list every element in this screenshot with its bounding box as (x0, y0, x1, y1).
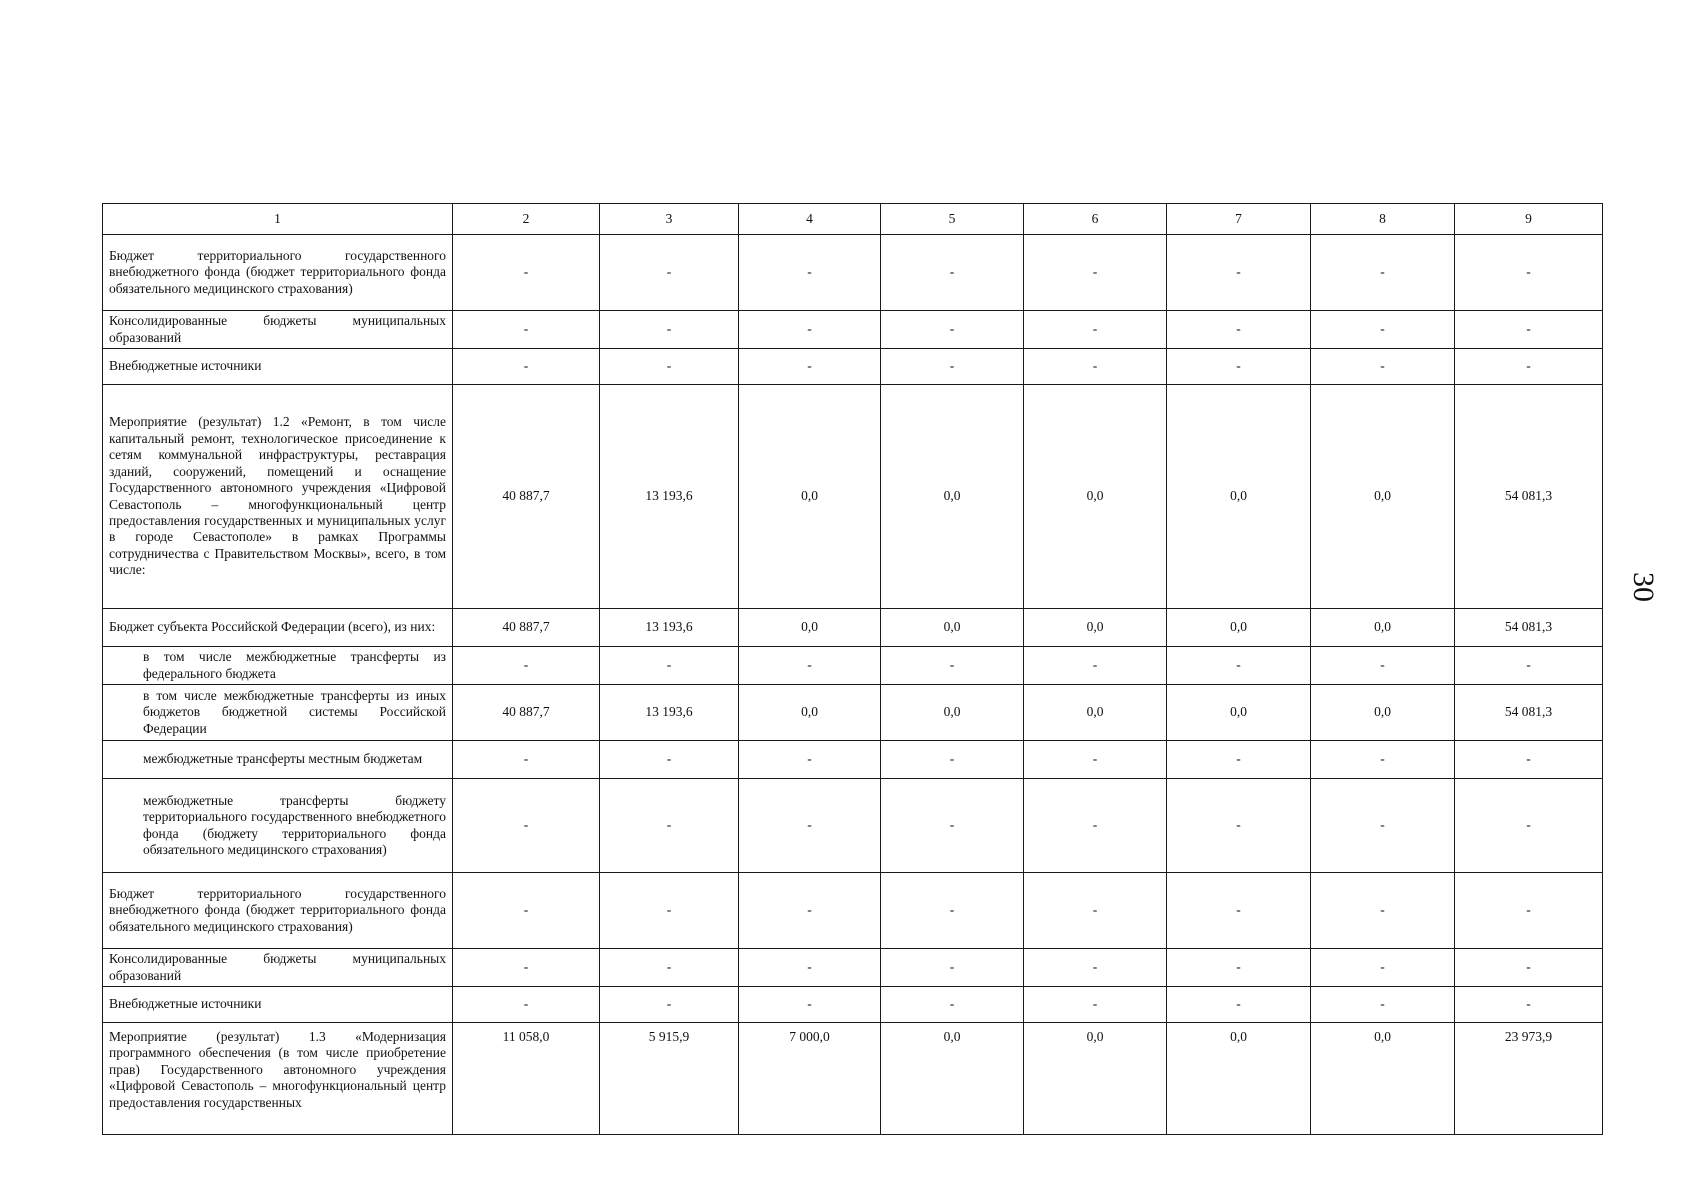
value-cell: - (453, 779, 600, 873)
value-cell: - (1167, 779, 1311, 873)
value-cell: - (600, 873, 739, 949)
value-cell: 13 193,6 (600, 385, 739, 609)
value-cell: - (881, 647, 1024, 685)
value-cell: - (600, 779, 739, 873)
value-cell: 0,0 (1311, 609, 1455, 647)
table-row (103, 873, 1603, 949)
value-cell: - (1024, 235, 1167, 311)
value-cell: - (1167, 311, 1311, 349)
table-row (103, 987, 1603, 1023)
value-cell: - (1311, 349, 1455, 385)
value-cell: - (739, 987, 881, 1023)
value-cell: 0,0 (739, 609, 881, 647)
value-cell: - (600, 949, 739, 987)
value-cell: - (739, 311, 881, 349)
value-cell: - (739, 235, 881, 311)
value-cell: - (1024, 949, 1167, 987)
value-cell: 0,0 (1311, 685, 1455, 741)
value-cell: 11 058,0 (453, 1023, 600, 1135)
header-cell: 2 (453, 204, 600, 235)
value-cell: - (1024, 349, 1167, 385)
value-cell: - (453, 311, 600, 349)
value-cell: - (600, 741, 739, 779)
value-cell: 0,0 (1311, 385, 1455, 609)
table-body (103, 204, 1603, 1135)
value-cell: - (453, 741, 600, 779)
row-label: Внебюджетные источники (103, 349, 453, 385)
row-label: Мероприятие (результат) 1.2 «Ремонт, в том числе капитальный ремонт, технологическое присоединение к сетям коммунальной инфраструктуры, реставрация зданий, сооружений, помещений и оснащение Государственного автономного учреждения «Цифровой Севастополь – многофункциональный центр предоставления государственных и муниципальных услуг в городе Севастополе» в рамках Программы сотрудничества с Правительством Москвы», всего, в том числе: (103, 385, 453, 609)
value-cell: - (600, 311, 739, 349)
value-cell: - (453, 949, 600, 987)
value-cell: - (881, 873, 1024, 949)
value-cell: - (1167, 949, 1311, 987)
value-cell: - (881, 741, 1024, 779)
value-cell: - (1311, 779, 1455, 873)
value-cell: - (453, 647, 600, 685)
value-cell: - (1311, 311, 1455, 349)
value-cell: 54 081,3 (1455, 685, 1603, 741)
table-row (103, 235, 1603, 311)
header-cell: 7 (1167, 204, 1311, 235)
page-number: 30 (1627, 572, 1660, 602)
value-cell: - (453, 235, 600, 311)
header-cell: 3 (600, 204, 739, 235)
value-cell: - (1167, 647, 1311, 685)
value-cell: - (1024, 779, 1167, 873)
value-cell: - (1455, 987, 1603, 1023)
value-cell: 0,0 (739, 685, 881, 741)
value-cell: - (1167, 873, 1311, 949)
value-cell: - (1311, 741, 1455, 779)
value-cell: - (881, 349, 1024, 385)
value-cell: - (1455, 647, 1603, 685)
value-cell: - (1024, 311, 1167, 349)
table-row (103, 349, 1603, 385)
value-cell: - (1024, 873, 1167, 949)
table-row (103, 741, 1603, 779)
row-label: Внебюджетные источники (103, 987, 453, 1023)
value-cell: 0,0 (1167, 385, 1311, 609)
value-cell: - (1311, 987, 1455, 1023)
value-cell: - (453, 987, 600, 1023)
table-row (103, 685, 1603, 741)
value-cell: - (1455, 311, 1603, 349)
table-row (103, 1023, 1603, 1135)
value-cell: - (1311, 235, 1455, 311)
row-label: в том числе межбюджетные трансферты из иных бюджетов бюджетной системы Российской Федерации (103, 685, 453, 741)
value-cell: 0,0 (1024, 385, 1167, 609)
value-cell: 54 081,3 (1455, 385, 1603, 609)
value-cell: - (1167, 349, 1311, 385)
row-label: в том числе межбюджетные трансферты из федерального бюджета (103, 647, 453, 685)
value-cell: - (600, 647, 739, 685)
value-cell: 0,0 (1024, 1023, 1167, 1135)
value-cell: - (739, 647, 881, 685)
table-row (103, 311, 1603, 349)
value-cell: - (1455, 873, 1603, 949)
value-cell: - (1455, 349, 1603, 385)
table-row (103, 609, 1603, 647)
value-cell: 0,0 (1311, 1023, 1455, 1135)
value-cell: - (739, 349, 881, 385)
value-cell: 0,0 (739, 385, 881, 609)
value-cell: - (453, 873, 600, 949)
value-cell: 0,0 (881, 685, 1024, 741)
value-cell: - (881, 779, 1024, 873)
value-cell: - (1455, 949, 1603, 987)
header-cell: 1 (103, 204, 453, 235)
value-cell: 5 915,9 (600, 1023, 739, 1135)
value-cell: - (739, 741, 881, 779)
value-cell: 40 887,7 (453, 609, 600, 647)
value-cell: - (1311, 873, 1455, 949)
header-cell: 8 (1311, 204, 1455, 235)
value-cell: - (1455, 741, 1603, 779)
value-cell: - (1024, 647, 1167, 685)
row-label: межбюджетные трансферты бюджету территориального государственного внебюджетного фонда (бюджету территориального фонда обязательного медицинского страхования) (103, 779, 453, 873)
row-label: межбюджетные трансферты местным бюджетам (103, 741, 453, 779)
value-cell: - (600, 987, 739, 1023)
value-cell: - (1455, 235, 1603, 311)
value-cell: 0,0 (881, 609, 1024, 647)
header-cell: 5 (881, 204, 1024, 235)
value-cell: - (1167, 987, 1311, 1023)
row-label: Бюджет территориального государственного внебюджетного фонда (бюджет территориального фонда обязательного медицинского страхования) (103, 235, 453, 311)
value-cell: - (881, 987, 1024, 1023)
row-label: Консолидированные бюджеты муниципальных образований (103, 949, 453, 987)
value-cell: 0,0 (1167, 609, 1311, 647)
row-label: Бюджет субъекта Российской Федерации (всего), из них: (103, 609, 453, 647)
budget-table (102, 203, 1603, 1135)
header-cell: 9 (1455, 204, 1603, 235)
value-cell: 0,0 (881, 1023, 1024, 1135)
table-header-row (103, 204, 1603, 235)
value-cell: - (1167, 235, 1311, 311)
value-cell: - (1455, 779, 1603, 873)
value-cell: - (739, 873, 881, 949)
table-row (103, 779, 1603, 873)
value-cell: - (1024, 741, 1167, 779)
value-cell: 40 887,7 (453, 685, 600, 741)
value-cell: 0,0 (1167, 685, 1311, 741)
value-cell: 0,0 (1024, 685, 1167, 741)
value-cell: 13 193,6 (600, 685, 739, 741)
value-cell: - (600, 235, 739, 311)
value-cell: - (600, 349, 739, 385)
value-cell: - (881, 311, 1024, 349)
value-cell: - (1167, 741, 1311, 779)
value-cell: - (1311, 647, 1455, 685)
header-cell: 6 (1024, 204, 1167, 235)
value-cell: - (881, 949, 1024, 987)
table-row (103, 647, 1603, 685)
value-cell: 54 081,3 (1455, 609, 1603, 647)
table-row (103, 949, 1603, 987)
value-cell: - (739, 779, 881, 873)
value-cell: 40 887,7 (453, 385, 600, 609)
row-label: Бюджет территориального государственного внебюджетного фонда (бюджет территориального фонда обязательного медицинского страхования) (103, 873, 453, 949)
value-cell: 0,0 (1167, 1023, 1311, 1135)
value-cell: - (453, 349, 600, 385)
value-cell: 0,0 (1024, 609, 1167, 647)
row-label: Мероприятие (результат) 1.3 «Модернизация программного обеспечения (в том числе приобретение прав) Государственного автономного учреждения «Цифровой Севастополь – многофункциональный центр предоставления государственных (103, 1023, 453, 1135)
value-cell: - (739, 949, 881, 987)
row-label: Консолидированные бюджеты муниципальных образований (103, 311, 453, 349)
value-cell: 7 000,0 (739, 1023, 881, 1135)
table-row (103, 385, 1603, 609)
value-cell: - (881, 235, 1024, 311)
value-cell: - (1024, 987, 1167, 1023)
header-cell: 4 (739, 204, 881, 235)
value-cell: 13 193,6 (600, 609, 739, 647)
value-cell: - (1311, 949, 1455, 987)
value-cell: 23 973,9 (1455, 1023, 1603, 1135)
value-cell: 0,0 (881, 385, 1024, 609)
